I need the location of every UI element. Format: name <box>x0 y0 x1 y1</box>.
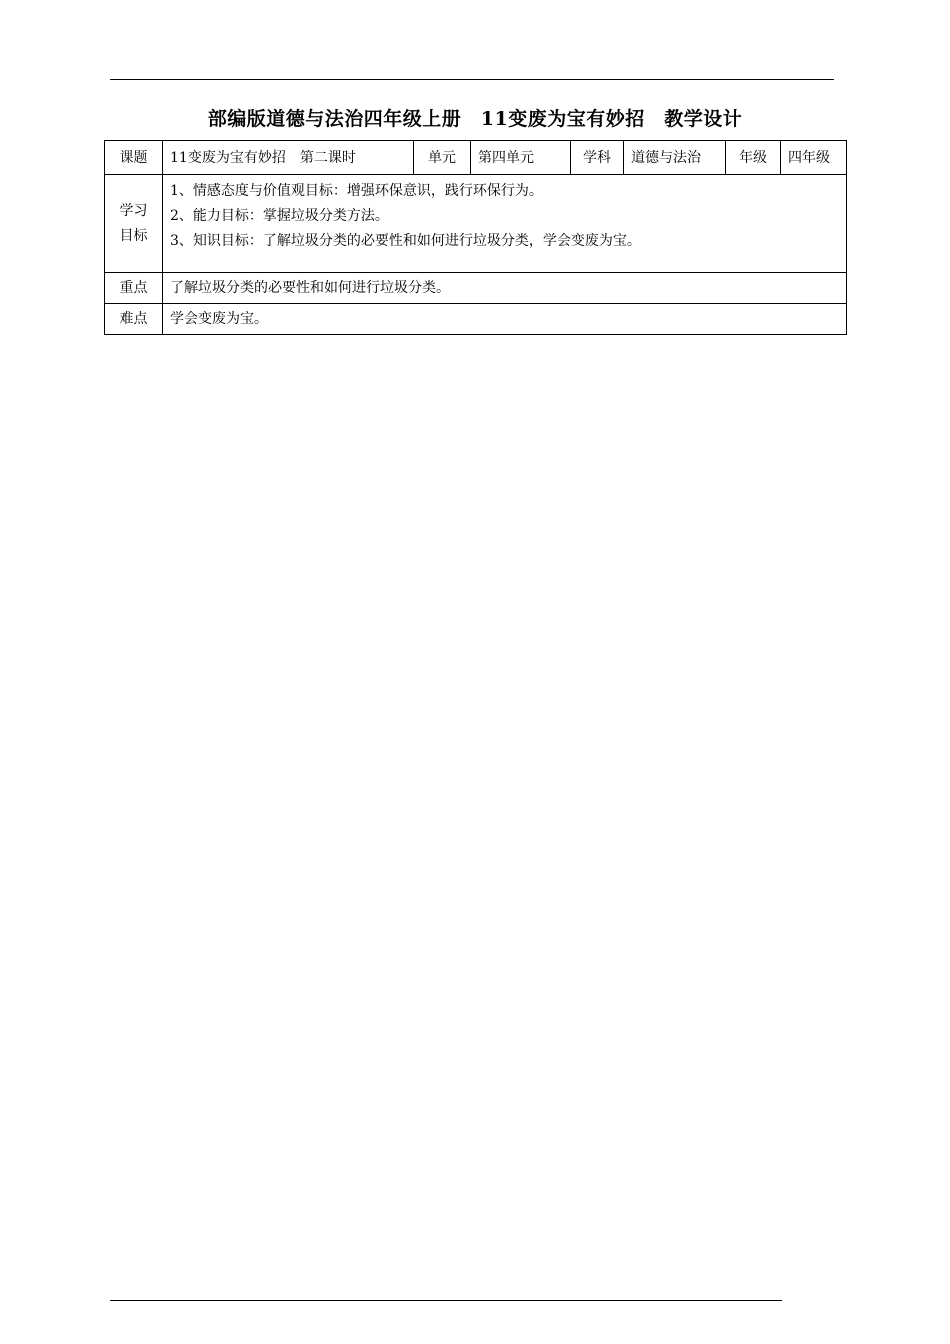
grade-label: 年级 <box>726 141 781 175</box>
goals-label <box>105 175 163 273</box>
difficulty-label: 难点 <box>105 304 163 335</box>
grade-value: 四年级 <box>781 141 847 175</box>
subject-value: 道德与法治 <box>624 141 726 175</box>
difficulty-value: 学会变废为宝。 <box>163 304 847 335</box>
goal-item: 3、知识目标：了解垃圾分类的必要性和如何进行垃圾分类，学会变废为宝。 <box>170 233 641 249</box>
document-title: 部编版道德与法治四年级上册 11变废为宝有妙招 教学设计 <box>207 108 743 130</box>
table-row-meta <box>105 141 847 175</box>
goals-list <box>163 175 847 273</box>
goals-label-line1: 学习 <box>119 202 148 219</box>
goal-item: 1、情感态度与价值观目标：增强环保意识，践行环保行为。 <box>170 183 543 199</box>
key-point-label: 重点 <box>105 273 163 304</box>
topic-label: 课题 <box>105 141 163 175</box>
topic-value: 11变废为宝有妙招 第二课时 <box>163 141 414 175</box>
goal-item: 2、能力目标：掌握垃圾分类方法。 <box>170 208 389 224</box>
footer-rule <box>110 1300 782 1301</box>
key-point-value: 了解垃圾分类的必要性和如何进行垃圾分类。 <box>163 273 847 304</box>
table-row-difficulty <box>105 304 847 335</box>
goals-label-line2: 目标 <box>119 227 148 244</box>
header-rule <box>110 79 834 80</box>
table-row-goals <box>105 175 847 273</box>
lesson-plan-table <box>104 140 847 335</box>
table-row-key-point <box>105 273 847 304</box>
unit-label: 单元 <box>414 141 471 175</box>
subject-label: 学科 <box>571 141 624 175</box>
unit-value: 第四单元 <box>471 141 571 175</box>
